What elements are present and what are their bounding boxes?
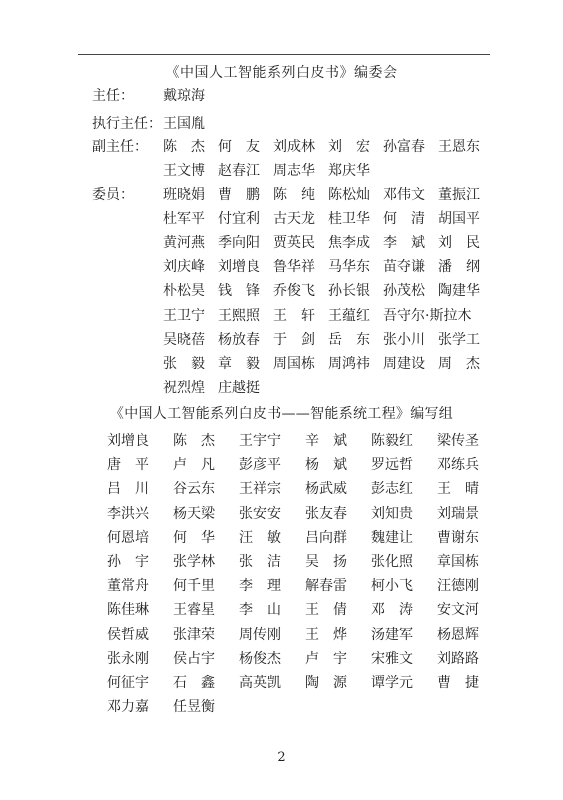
member-name: 陶建华 [438, 283, 480, 300]
writer-name: 梁传圣 [437, 433, 479, 449]
members-label: 委员： [92, 187, 134, 203]
writer-name: 宋雅文 [371, 650, 413, 667]
writer-name: 杨武威 [305, 481, 347, 498]
writer-name: 汤建军 [371, 626, 413, 643]
writer-name: 曹谢东 [437, 529, 479, 546]
deputy-name: 陈 杰 [163, 139, 205, 155]
deputy-name: 何 友 [218, 139, 260, 155]
member-name: 周 杰 [438, 355, 480, 372]
member-name: 王卫宁 [163, 307, 205, 324]
writer-name: 邓练兵 [437, 457, 479, 474]
writer-name: 章国栋 [437, 554, 479, 570]
member-name: 吾守尔·斯拉木 [383, 307, 472, 324]
committee-title: 《中国人工智能系列白皮书》编委会 [165, 65, 398, 81]
writer-name: 曹 捷 [437, 675, 479, 691]
member-name: 桂卫华 [328, 211, 370, 228]
member-name: 祝烈煌 [163, 379, 205, 396]
writer-name: 杨恩辉 [437, 626, 479, 643]
member-name: 岳 东 [328, 331, 370, 348]
writer-name: 杨 斌 [305, 457, 347, 474]
deputy-name: 郑庆华 [328, 163, 370, 179]
member-name: 王熙照 [218, 307, 260, 324]
executive-name: 王国胤 [163, 116, 205, 132]
member-name: 周国栋 [273, 355, 315, 372]
member-name: 王蕴红 [328, 307, 370, 324]
member-name: 朴松昊 [163, 283, 205, 300]
header-rule [78, 54, 490, 55]
writer-name: 陈佳琳 [107, 602, 149, 619]
writer-name: 孙 宇 [107, 554, 149, 570]
member-name: 何 清 [383, 211, 425, 228]
member-name: 董振江 [438, 187, 480, 203]
writer-name: 杨俊杰 [239, 650, 281, 667]
writer-name: 高英凯 [239, 675, 281, 691]
writer-name: 王 烨 [305, 626, 347, 643]
writer-name: 彭彦平 [239, 457, 281, 474]
writer-name: 卢 凡 [173, 457, 215, 474]
deputy-name: 刘 宏 [328, 139, 370, 155]
member-name: 焦李成 [328, 235, 370, 252]
writer-name: 柯小飞 [371, 578, 413, 595]
member-name: 李 斌 [383, 235, 425, 252]
writer-name: 侯哲威 [107, 626, 149, 643]
writer-name: 陈 杰 [173, 433, 215, 449]
writer-name: 汪德刚 [437, 578, 479, 595]
writer-name: 石 鑫 [173, 675, 215, 691]
writer-name: 安文河 [437, 602, 479, 619]
executive-label: 执行主任： [92, 116, 162, 132]
member-name: 章 毅 [218, 355, 260, 372]
director-name: 戴琼海 [163, 88, 205, 104]
deputy-name: 王文博 [163, 163, 205, 179]
writer-name: 唐 平 [107, 457, 149, 474]
writer-name: 吕 川 [107, 481, 149, 498]
member-name: 古天龙 [273, 211, 315, 228]
writer-name: 任昱衡 [173, 699, 215, 716]
writer-name: 吕向群 [305, 529, 347, 546]
writer-name: 邓力嘉 [107, 699, 149, 716]
member-name: 陈 纯 [273, 187, 315, 203]
member-name: 张学工 [438, 331, 480, 348]
writer-name: 周传刚 [239, 626, 281, 643]
member-name: 于 剑 [273, 331, 315, 348]
member-name: 杜军平 [163, 211, 205, 228]
member-name: 张小川 [383, 331, 425, 348]
writer-name: 王 倩 [305, 602, 347, 619]
writer-name: 彭志红 [371, 481, 413, 498]
writer-name: 董常舟 [107, 578, 149, 595]
writer-name: 张津荣 [173, 626, 215, 643]
writer-name: 陶 源 [305, 675, 347, 691]
member-name: 鲁华祥 [273, 259, 315, 276]
writer-name: 王睿星 [173, 602, 215, 619]
writer-name: 王 晴 [437, 481, 479, 498]
deputy-name: 周志华 [273, 163, 315, 179]
member-name: 苗夺谦 [383, 259, 425, 276]
writer-name: 张 洁 [239, 554, 281, 570]
writer-name: 陈毅红 [371, 433, 413, 449]
writer-name: 张永刚 [107, 650, 149, 667]
member-name: 钱 锋 [218, 283, 260, 300]
writer-name: 张学林 [173, 554, 215, 570]
writer-name: 刘知贵 [371, 505, 413, 522]
member-name: 潘 纲 [438, 259, 480, 276]
writer-name: 刘路路 [437, 650, 479, 667]
deputy-name: 王恩东 [438, 139, 480, 155]
writer-name: 辛 斌 [305, 433, 347, 449]
member-name: 王 轩 [273, 307, 315, 324]
writer-name: 王祥宗 [239, 481, 281, 498]
writer-name: 李 山 [239, 602, 281, 619]
writer-name: 张友春 [305, 505, 347, 522]
writer-name: 罗远哲 [371, 457, 413, 474]
member-name: 刘增良 [218, 259, 260, 276]
writer-name: 吴 扬 [305, 554, 347, 570]
member-name: 乔俊飞 [273, 283, 315, 300]
member-name: 刘庆峰 [163, 259, 205, 276]
member-name: 周鸿祎 [328, 355, 370, 372]
member-name: 胡国平 [438, 211, 480, 228]
writer-name: 解春雷 [305, 578, 347, 595]
writer-name: 王宇宁 [239, 433, 281, 449]
deputy-name: 赵春江 [218, 163, 260, 179]
member-name: 黄河燕 [163, 235, 205, 252]
writer-name: 何征宇 [107, 675, 149, 691]
member-name: 付宜利 [218, 211, 260, 228]
member-name: 曹 鹏 [218, 187, 260, 203]
page-number: 2 [277, 750, 286, 765]
member-name: 季向阳 [218, 235, 260, 252]
member-name: 班晓娟 [163, 187, 205, 203]
writer-name: 何千里 [173, 578, 215, 595]
writer-name: 魏建让 [371, 529, 413, 546]
member-name: 张 毅 [163, 355, 205, 372]
member-name: 邓伟文 [383, 187, 425, 203]
writer-name: 何恩培 [107, 529, 149, 546]
member-name: 刘 民 [438, 235, 480, 252]
writer-name: 谭学元 [371, 675, 413, 691]
writer-name: 张化照 [371, 554, 413, 570]
member-name: 吴晓蓓 [163, 331, 205, 348]
writer-name: 杨天梁 [173, 505, 215, 522]
member-name: 孙茂松 [383, 283, 425, 300]
writing-group-title: 《中国人工智能系列白皮书——智能系统工程》编写组 [109, 406, 454, 422]
member-name: 杨放春 [218, 331, 260, 348]
deputy-name: 刘成林 [273, 139, 315, 155]
writer-name: 邓 涛 [371, 602, 413, 619]
writer-name: 刘增良 [107, 433, 149, 449]
director-label: 主任： [92, 88, 134, 104]
writer-name: 张安安 [239, 505, 281, 522]
writer-name: 何 华 [173, 529, 215, 546]
member-name: 孙长银 [328, 283, 370, 300]
writer-name: 李 理 [239, 578, 281, 595]
writer-name: 李洪兴 [107, 505, 149, 522]
member-name: 马华东 [328, 259, 370, 276]
writer-name: 谷云东 [173, 481, 215, 498]
deputy-label: 副主任： [92, 139, 148, 155]
member-name: 庄越挺 [218, 379, 260, 396]
writer-name: 侯占宇 [173, 650, 215, 667]
member-name: 陈松灿 [328, 187, 370, 203]
writer-name: 刘瑞景 [437, 505, 479, 522]
member-name: 贾英民 [273, 235, 315, 252]
deputy-name: 孙富春 [383, 139, 425, 155]
writer-name: 卢 宇 [305, 650, 347, 667]
writer-name: 汪 敏 [239, 529, 281, 546]
member-name: 周建设 [383, 355, 425, 372]
